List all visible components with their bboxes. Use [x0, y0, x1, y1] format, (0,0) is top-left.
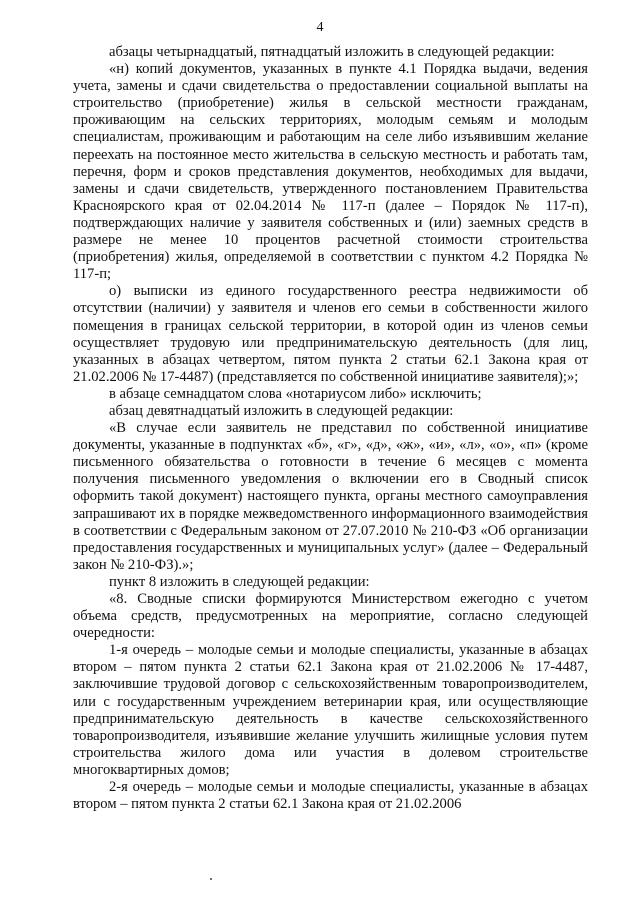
page-number: 4 [316, 20, 324, 35]
paragraph-9: 1-я очередь – молодые семьи и молодые специалисты, указанные в абзацах втором – пятом пункта 2 статьи 62.1 Закона края от 21.02.2006 № 17-4487, заключившие трудовой договор с сельскохозяйственным товаропроизводителем, или с государственным учреждением ветеринарии края, или осуществляющие предпринимательскую деятельность в качестве сельскохозяйственного товаропроизводителя, изъявившие желание улучшить жилищные условия путем строительства жилого дома или участия в долевом строительстве многоквартирных домов; [73, 642, 588, 778]
paragraph-3: о) выписки из единого государственного реестра недвижимости об отсутствии (наличии) у заявителя и членов его семьи в собственности жилого помещения в границах сельской территории, в которой один из членов семьи осуществляет трудовую или предпринимательскую деятельность (для лиц, указанных в абзацах четвертом, пятом пункта 2 статьи 62.1 Закона края от 21.02.2006 № 17-4487) (представляется по собственной инициативе заявителя);»; [73, 283, 588, 385]
paragraph-10: 2-я очередь – молодые семьи и молодые специалисты, указанные в абзацах втором – пятом пункта 2 статьи 62.1 Закона края от 21.02.2006 [73, 779, 588, 813]
paragraph-1: абзацы четырнадцатый, пятнадцатый изложить в следующей редакции: [109, 44, 555, 60]
document-body [73, 44, 588, 813]
scan-speck [210, 878, 212, 880]
paragraph-8: «8. Сводные списки формируются Министерством ежегодно с учетом объема средств, предусмотренных на мероприятие, согласно следующей очередности: [73, 591, 588, 642]
paragraph-7: пункт 8 изложить в следующей редакции: [109, 573, 370, 590]
paragraph-4: в абзаце семнадцатом слова «нотариусом либо» исключить; [109, 385, 482, 402]
paragraph-2: «н) копий документов, указанных в пункте 4.1 Порядка выдачи, ведения учета, замены и сдачи свидетельства о предоставлении социальной выплаты на строительство (приобретение) жилья в сельской местности гражданам, проживающим на сельских территориях, молодым семьям и молодым специалистам, проживающим и работающим на селе либо изъявившим желание переехать на постоянное место жительства в сельскую местность и работать там, перечня, форм и сроков представления документов, необходимых для выдачи, замены и сдачи свидетельств, утвержденного постановлением Правительства Красноярского края от 02.04.2014 № 117-п (далее – Порядок № 117-п), подтверждающих наличие у заявителя собственных и (или) заемных средств в размере не менее 10 процентов расчетной стоимости строительства (приобретения) жилья, определяемой в соответствии с пунктом 4.2 Порядка № 117-п; [73, 61, 588, 283]
paragraph-6: «В случае если заявитель не представил по собственной инициативе документы, указанные в подпунктах «б», «г», «д», «ж», «и», «л», «о», «п» (кроме письменного обязательства о готовности в течение 6 месяцев с момента получения письменного уведомления о включении его в Сводный список оформить такой документ) настоящего пункта, органы местного самоуправления запрашивают их в порядке межведомственного информационного взаимодействия в соответствии с Федеральным законом от 27.07.2010 № 210-ФЗ «Об организации предоставления государственных и муниципальных услуг» (далее – Федеральный закон № 210-ФЗ).»; [73, 420, 588, 573]
paragraph-5: абзац девятнадцатый изложить в следующей редакции: [109, 402, 454, 419]
